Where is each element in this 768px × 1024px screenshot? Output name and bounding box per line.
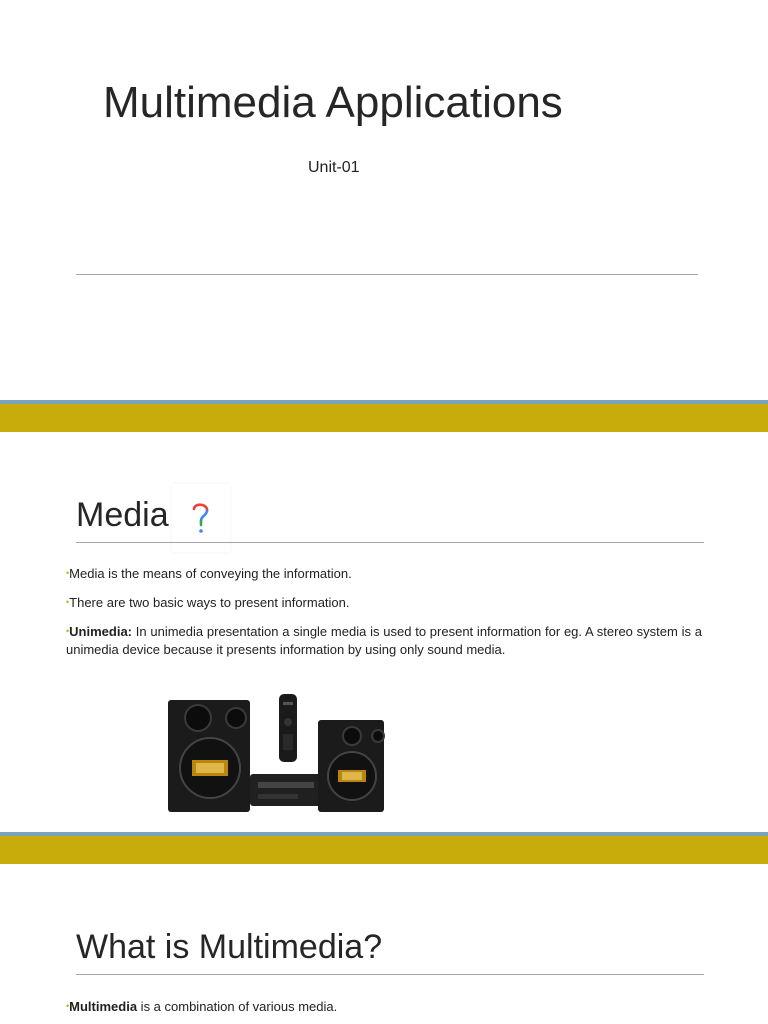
question-mark-glyph (190, 500, 212, 536)
title-divider (76, 274, 698, 275)
bullet-text: There are two basic ways to present information. (69, 595, 350, 610)
bullet-dot: • (66, 626, 70, 636)
bullet-list (66, 997, 702, 1024)
bullet-dot: • (66, 568, 70, 578)
stereo-system-image (166, 692, 388, 814)
slide-title: Multimedia Applications (103, 78, 563, 127)
list-item (66, 564, 702, 583)
heading-divider (76, 542, 704, 543)
title-slide (0, 0, 768, 400)
bullet-text: In unimedia presentation a single media is used to present information for eg. A stereo system is a unimedia device because it presents information by using only sound media. (66, 624, 702, 657)
list-item (66, 622, 702, 659)
bullet-text: Media is the means of conveying the information. (69, 566, 352, 581)
list-item (66, 997, 702, 1016)
bullet-list (66, 564, 702, 669)
slide-separator (0, 400, 768, 432)
slide-heading: What is Multimedia? (76, 928, 383, 966)
bullet-text: is a combination of various media. (137, 999, 338, 1014)
separator-stripe (0, 400, 768, 404)
separator-stripe (0, 832, 768, 836)
bullet-dot: • (66, 597, 70, 607)
list-item (66, 593, 702, 612)
multimedia-slide (0, 864, 768, 1024)
bullet-term: Multimedia (69, 999, 138, 1014)
bullet-dot: • (66, 1001, 70, 1011)
slide-heading: Media (76, 496, 169, 534)
media-slide (0, 432, 768, 832)
slide-separator (0, 832, 768, 864)
heading-divider (76, 974, 704, 975)
bullet-term: Unimedia: (69, 624, 132, 639)
slide-subtitle: Unit-01 (308, 159, 360, 176)
